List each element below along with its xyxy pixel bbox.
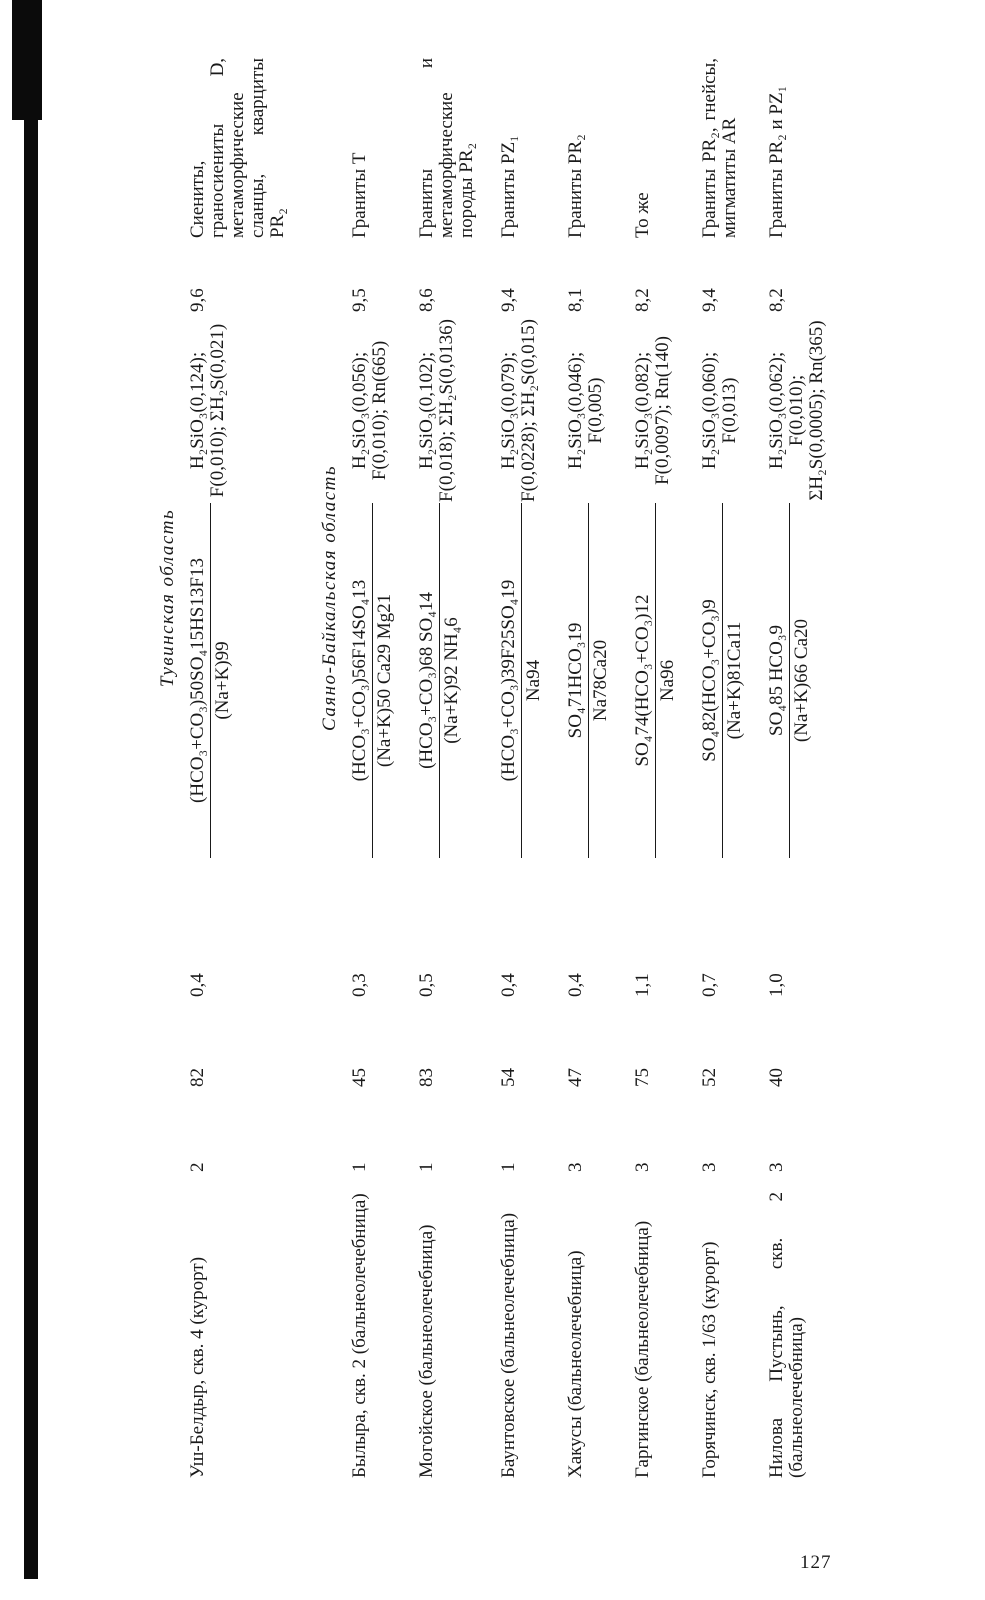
formula-denominator: (Na+K)50 Ca29 Mg21 — [372, 503, 395, 858]
chemical-formula — [188, 503, 310, 858]
spring-name: Горячинск, скв. 1/63 (курорт) — [699, 1241, 720, 1478]
temperature-value: 40 — [766, 1068, 787, 1087]
table-row — [188, 58, 310, 1478]
wells-count: 3 — [699, 1162, 720, 1172]
special-components: H₂SiO₃(0,046); F(0,005) — [565, 351, 606, 470]
table-body — [148, 58, 849, 1478]
ph-value: 9,4 — [498, 288, 519, 312]
formula-numerator: SO₄82(HCO₃+CO₃)9 — [699, 599, 720, 762]
special-components: H₂SiO₃(0,079); F(0,0228); ΣH₂S(0,015) — [498, 319, 539, 502]
formula-denominator: Na96 — [655, 503, 678, 858]
chemical-formula — [767, 503, 849, 858]
region-header-row — [310, 58, 350, 1478]
formula-numerator: (HCO₃+CO₃)39F25SO₄19 — [498, 579, 519, 782]
table-row — [417, 58, 499, 1478]
chemical-formula — [499, 503, 566, 858]
host-rocks: То же — [632, 192, 653, 238]
ph-value: 8,2 — [632, 288, 653, 312]
mineralization-value: 0,3 — [349, 973, 370, 997]
ph-value: 8,2 — [766, 288, 787, 312]
spring-name: Хакусы (бальнеолечебница) — [565, 1250, 586, 1478]
spring-name: Нилова Пустынь, скв. 2 (бальнеолечебница) — [766, 1192, 807, 1478]
host-rocks: Сиениты, граносиениты D, метаморфические сланцы, кварциты PR₂ — [187, 57, 288, 238]
chemical-formula — [417, 503, 499, 858]
mineralization-value: 0,5 — [416, 973, 437, 997]
table-row — [499, 58, 566, 1478]
formula-denominator: (Na+K)66 Ca20 — [789, 503, 812, 858]
spring-name: Баунтовское (бальнеолечебница) — [498, 1212, 519, 1478]
chemical-formula — [350, 503, 417, 858]
formula-numerator: SO₄85 HCO₃9 — [766, 625, 787, 736]
temperature-value: 54 — [498, 1068, 519, 1087]
page-number: 127 — [800, 1552, 832, 1573]
wells-count: 1 — [349, 1162, 370, 1172]
table-row — [633, 58, 700, 1478]
ph-value: 8,1 — [565, 288, 586, 312]
spring-name: Гаргинское (бальнеолечебница) — [632, 1220, 653, 1478]
region-header-row — [148, 58, 188, 1478]
host-rocks: Граниты PR₂ — [565, 134, 586, 238]
region-title: Саяно-Байкальская область — [319, 464, 340, 731]
ph-value: 9,4 — [699, 288, 720, 312]
formula-numerator: (HCO₃+CO₃)50SO₄15HS13F13 — [187, 558, 208, 803]
host-rocks: Граниты PR₂, гнейсы, мигматиты AR — [699, 57, 740, 238]
formula-numerator: SO₄71HCO₃19 — [565, 622, 586, 739]
temperature-value: 47 — [565, 1068, 586, 1087]
special-components: H₂SiO₃(0,082); F(0,0097); Rn(140) — [632, 336, 673, 485]
region-title: Тувинская область — [157, 508, 178, 688]
table-row — [566, 58, 633, 1478]
wells-count: 1 — [416, 1162, 437, 1172]
spring-name: Былыра, скв. 2 (бальнеолечебница) — [349, 1193, 370, 1478]
mineralization-value: 1,1 — [632, 973, 653, 997]
chemical-formula — [700, 503, 767, 858]
mineralization-value: 0,7 — [699, 973, 720, 997]
formula-numerator: (HCO₃+CO₃)68 SO₄14 — [416, 592, 437, 769]
wells-count: 1 — [498, 1162, 519, 1172]
special-components: H₂SiO₃(0,062); F(0,010); ΣH₂S(0,0005); Rn(365) — [766, 320, 827, 501]
host-rocks: Граниты PR₂ и PZ₁ — [766, 85, 787, 238]
formula-denominator: (Na+K)81Ca11 — [722, 503, 745, 858]
wells-count: 3 — [766, 1162, 787, 1172]
wells-count: 3 — [632, 1162, 653, 1172]
formula-denominator: Na78Ca20 — [588, 503, 611, 858]
temperature-value: 52 — [699, 1068, 720, 1087]
mineralization-value: 0,4 — [565, 973, 586, 997]
chemical-formula — [566, 503, 633, 858]
special-components: H₂SiO₃(0,056); F(0,010); Rn(665) — [349, 340, 390, 481]
ph-value: 8,6 — [416, 288, 437, 312]
formula-denominator: (Na+K)92 NH₄6 — [439, 503, 462, 858]
special-components: H₂SiO₃(0,124); F(0,010); ΣH₂S(0,021) — [187, 323, 228, 498]
formula-numerator: (HCO₃+CO₃)56F14SO₄13 — [349, 579, 370, 782]
table-row — [767, 58, 849, 1478]
rotated-table-page — [148, 58, 848, 1478]
temperature-value: 82 — [187, 1068, 208, 1087]
formula-numerator: SO₄74(HCO₃+CO₃)12 — [632, 594, 653, 767]
formula-denominator: Na94 — [521, 503, 544, 858]
binding-shadow — [24, 14, 38, 1579]
mineralization-value: 0,4 — [187, 973, 208, 997]
wells-count: 2 — [187, 1162, 208, 1172]
chemical-formula — [633, 503, 700, 858]
mineralization-value: 1,0 — [766, 973, 787, 997]
spring-name: Уш-Белдыр, скв. 4 (курорт) — [187, 1256, 208, 1478]
spring-name: Могойское (бальнеолечебница) — [416, 1224, 437, 1478]
temperature-value: 45 — [349, 1068, 370, 1087]
springs-table — [148, 58, 849, 1478]
host-rocks: Граниты PZ₁ — [498, 135, 519, 238]
table-row — [700, 58, 767, 1478]
wells-count: 3 — [565, 1162, 586, 1172]
formula-denominator: (Na+K)99 — [210, 503, 233, 858]
mineralization-value: 0,4 — [498, 973, 519, 997]
ph-value: 9,5 — [349, 288, 370, 312]
temperature-value: 75 — [632, 1068, 653, 1087]
host-rocks: Граниты T — [349, 152, 370, 238]
special-components: H₂SiO₃(0,102); F(0,018); ΣH₂S(0,0136) — [416, 319, 457, 502]
temperature-value: 83 — [416, 1068, 437, 1087]
table-row — [350, 58, 417, 1478]
host-rocks: Граниты и метаморфические породы PR₂ — [416, 57, 477, 238]
ph-value: 9,6 — [187, 288, 208, 312]
special-components: H₂SiO₃(0,060); F(0,013) — [699, 351, 740, 470]
